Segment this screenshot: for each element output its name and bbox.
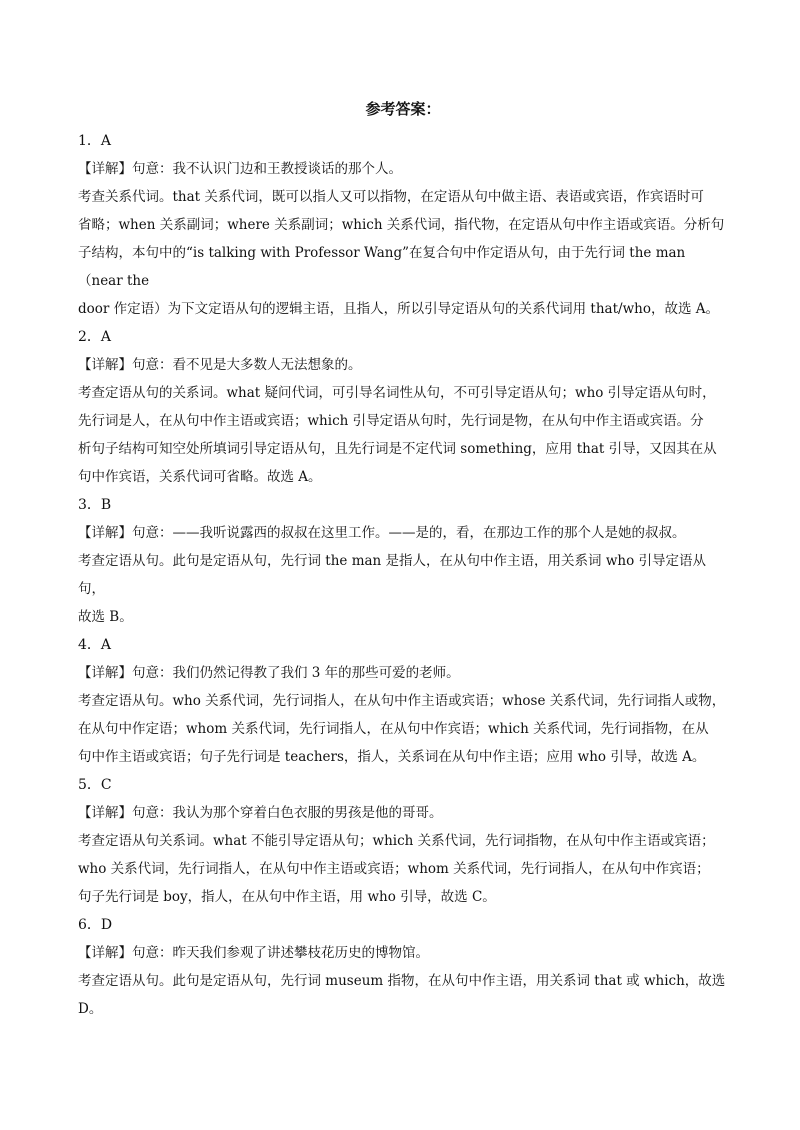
explanation-line: 【详解】句意：——我听说露西的叔叔在这里工作。——是的，看，在那边工作的那个人是她的叔叔。 (78, 525, 686, 541)
explanation-line: who 关系代词，先行词指人，在从句中作主语或宾语；whom 关系代词，先行词指人，在从句中作宾语； (78, 861, 710, 877)
answer-item-3 (78, 491, 728, 631)
answer-number: 2．A (78, 329, 112, 345)
answer-number: 3．B (78, 497, 112, 513)
explanation-line: D。 (78, 1001, 103, 1017)
answer-item-5 (78, 771, 728, 911)
explanation-line: 【详解】句意：昨天我们参观了讲述攀枝花历史的博物馆。 (78, 945, 429, 961)
explanation-line: 考查关系代词。that 关系代词，既可以指人又可以指物，在定语从句中做主语、表语或宾语，作宾语时可 (78, 189, 704, 205)
explanation-line: 句中作宾语，关系代词可省略。故选 A。 (78, 469, 322, 485)
explanation-line: 句子先行词是 boy，指人，在从句中作主语，用 who 引导，故选 C。 (78, 889, 496, 905)
explanation-line: 析句子结构可知空处所填词引导定语从句，且先行词是不定代词 something，应用 that 引导，又因其在从 (78, 441, 717, 457)
answer-item-4 (78, 631, 728, 771)
explanation-line: 【详解】句意：看不见是大多数人无法想象的。 (78, 357, 362, 373)
explanation-line: 故选 B。 (78, 609, 133, 625)
explanation-line: 【详解】句意：我不认识门边和王教授谈话的那个人。 (78, 161, 402, 177)
answer-item-6 (78, 911, 728, 1023)
explanation-line: 考查定语从句。who 关系代词，先行词指人，在从句中作主语或宾语；whose 关系代词，先行词指人或物， (78, 693, 726, 709)
explanation-line: 【详解】句意：我认为那个穿着白色衣服的男孩是他的哥哥。 (78, 805, 443, 821)
answer-number: 4．A (78, 637, 112, 653)
explanation-line: 考查定语从句的关系词。what 疑问代词，可引导名词性从句，不可引导定语从句；who 引导定语从句时， (78, 385, 716, 401)
explanation-line: 考查定语从句。此句是定语从句，先行词 museum 指物，在从句中作主语，用关系词 that 或 which，故选 (78, 973, 726, 989)
explanation-line: door 作定语）为下文定语从句的逻辑主语，且指人，所以引导定语从句的关系代词用 that/who，故选 A。 (78, 301, 719, 317)
explanation-line: 先行词是人，在从句中作主语或宾语；which 引导定语从句时，先行词是物，在从句中作主语或宾语。分 (78, 413, 704, 429)
answer-item-2 (78, 323, 728, 491)
explanation-line: 子结构，本句中的“is talking with Professor Wang”在复合句中作定语从句，由于先行词 the man（near the (78, 245, 686, 289)
explanation-line: 省略；when 关系副词；where 关系副词；which 关系代词，指代物，在定语从句中作主语或宾语。分析句 (78, 217, 725, 233)
explanation-line: 考查定语从句关系词。what 不能引导定语从句；which 关系代词，先行词指物，在从句中作主语或宾语； (78, 833, 715, 849)
answer-page (78, 95, 728, 1023)
answer-number: 6．D (78, 917, 113, 933)
answer-number: 1．A (78, 133, 112, 149)
page-title: 参考答案： (365, 100, 441, 118)
answer-number: 5．C (78, 777, 112, 793)
answer-item-1 (78, 127, 728, 323)
explanation-line: 【详解】句意：我们仍然记得教了我们 3 年的那些可爱的老师。 (78, 665, 460, 681)
explanation-line: 句中作主语或宾语；句子先行词是 teachers，指人，关系词在从句中作主语；应用 who 引导，故选 A。 (78, 749, 706, 765)
explanation-line: 在从句中作定语；whom 关系代词，先行词指人，在从句中作宾语；which 关系代词，先行词指物，在从 (78, 721, 709, 737)
explanation-line: 考查定语从句。此句是定语从句，先行词 the man 是指人，在从句中作主语，用关系词 who 引导定语从句， (78, 553, 706, 597)
